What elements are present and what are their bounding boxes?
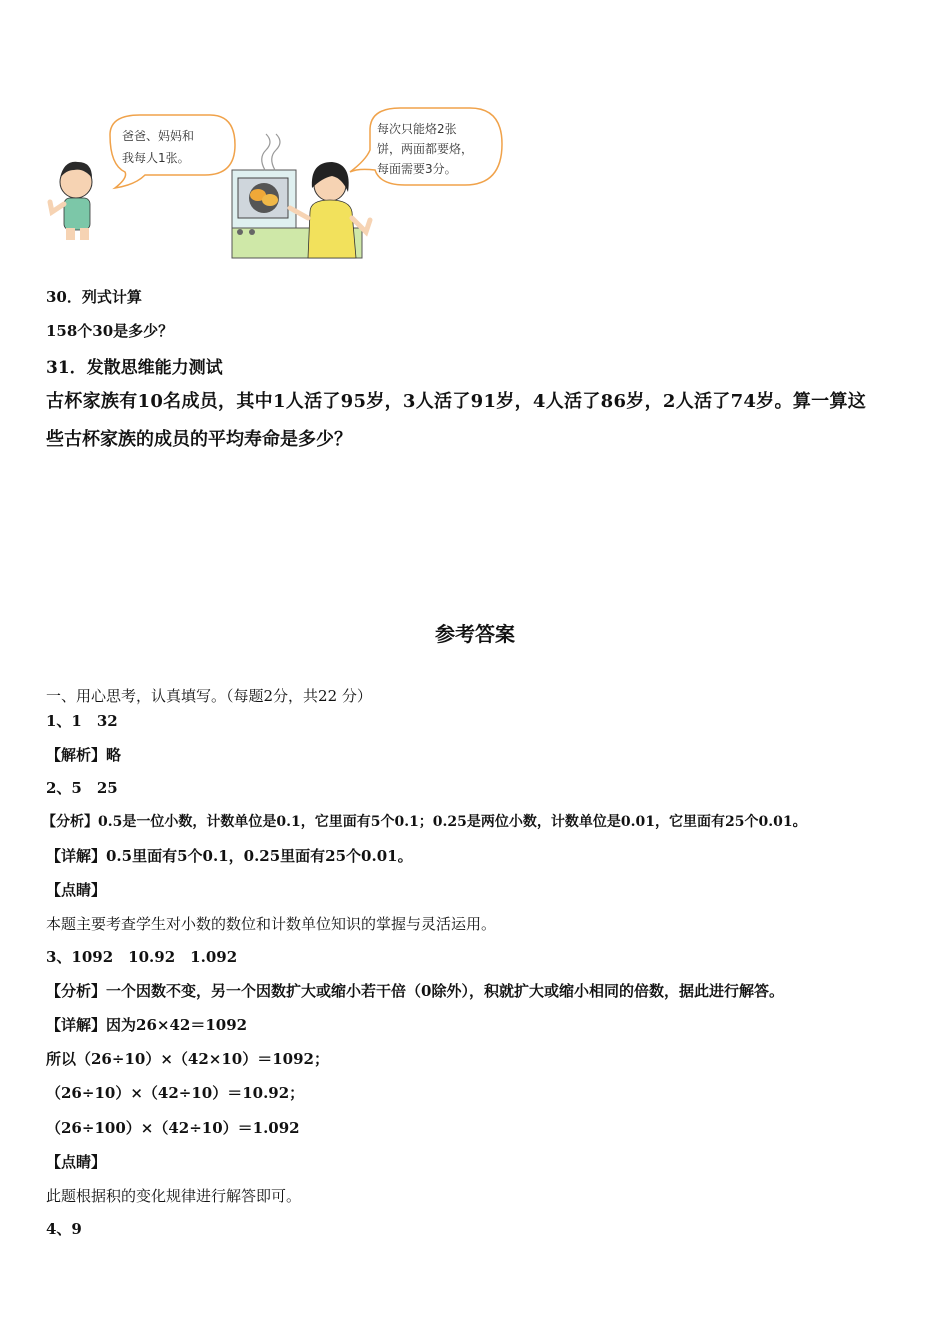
- answer-3: 3、1092 10.92 1.092: [46, 948, 238, 966]
- mother-bubble-line-2: 饼，两面都要烙，: [377, 142, 474, 156]
- answer-2-point-label: 【点睛】: [46, 881, 107, 899]
- answer-3-calc-1: 所以（26÷10）×（42×10）＝1092；: [46, 1050, 329, 1068]
- answer-2: 2、5 25: [46, 779, 118, 797]
- answer-2-detail: 【详解】0.5里面有5个0.1，0.25里面有25个0.01。: [46, 847, 413, 865]
- answer-1: 1、1 32: [46, 712, 118, 730]
- child-bubble-line-1: 爸爸、妈妈和: [122, 129, 195, 143]
- section-1-heading: 一、用心思考，认真填写。（每题2分，共22 分）: [46, 687, 372, 705]
- answer-3-detail: 【详解】因为26×42＝1092: [46, 1016, 248, 1034]
- answer-3-point-text: 此题根据积的变化规律进行解答即可。: [46, 1187, 302, 1205]
- child-figure: [50, 162, 92, 240]
- mother-speech-bubble: [350, 108, 502, 185]
- q30-text: 158个30是多少？: [46, 322, 174, 340]
- answer-3-calc-3: （26÷100）×（42÷10）＝1.092: [46, 1119, 300, 1137]
- answer-2-analysis: 【分析】0.5是一位小数，计数单位是0.1，它里面有5个0.1；0.25是两位小数，计数单位是0.01，它里面有25个0.01。: [42, 814, 807, 830]
- q31-heading: 31．发散思维能力测试: [46, 358, 223, 378]
- answer-4: 4、9: [46, 1220, 82, 1238]
- answer-3-calc-2: （26÷10）×（42÷10）＝10.92；: [46, 1084, 305, 1102]
- mother-bubble-line-1: 每次只能烙2张: [377, 122, 457, 136]
- illustration: [40, 100, 520, 265]
- answer-1-analysis: 【解析】略: [46, 746, 122, 764]
- answer-3-analysis: 【分析】一个因数不变，另一个因数扩大或缩小若干倍（0除外），积就扩大或缩小相同的倍数，据此进行解答。: [46, 982, 784, 1000]
- mother-bubble-line-3: 每面需要3分。: [377, 162, 457, 176]
- answer-3-point-label: 【点睛】: [46, 1153, 107, 1171]
- q30-heading: 30．列式计算: [46, 288, 142, 306]
- q31-line-2: 些古杯家族的成员的平均寿命是多少？: [46, 429, 352, 450]
- child-bubble-line-2: 我每人1张。: [122, 151, 190, 165]
- child-speech-bubble: [110, 115, 235, 188]
- q31-line-1: 古杯家族有10名成员，其中1人活了95岁，3人活了91岁，4人活了86岁，2人活了74岁。算一算这: [46, 391, 867, 412]
- answers-title: 参考答案: [435, 622, 515, 646]
- answer-2-point-text: 本题主要考查学生对小数的数位和计数单位知识的掌握与灵活运用。: [46, 915, 497, 933]
